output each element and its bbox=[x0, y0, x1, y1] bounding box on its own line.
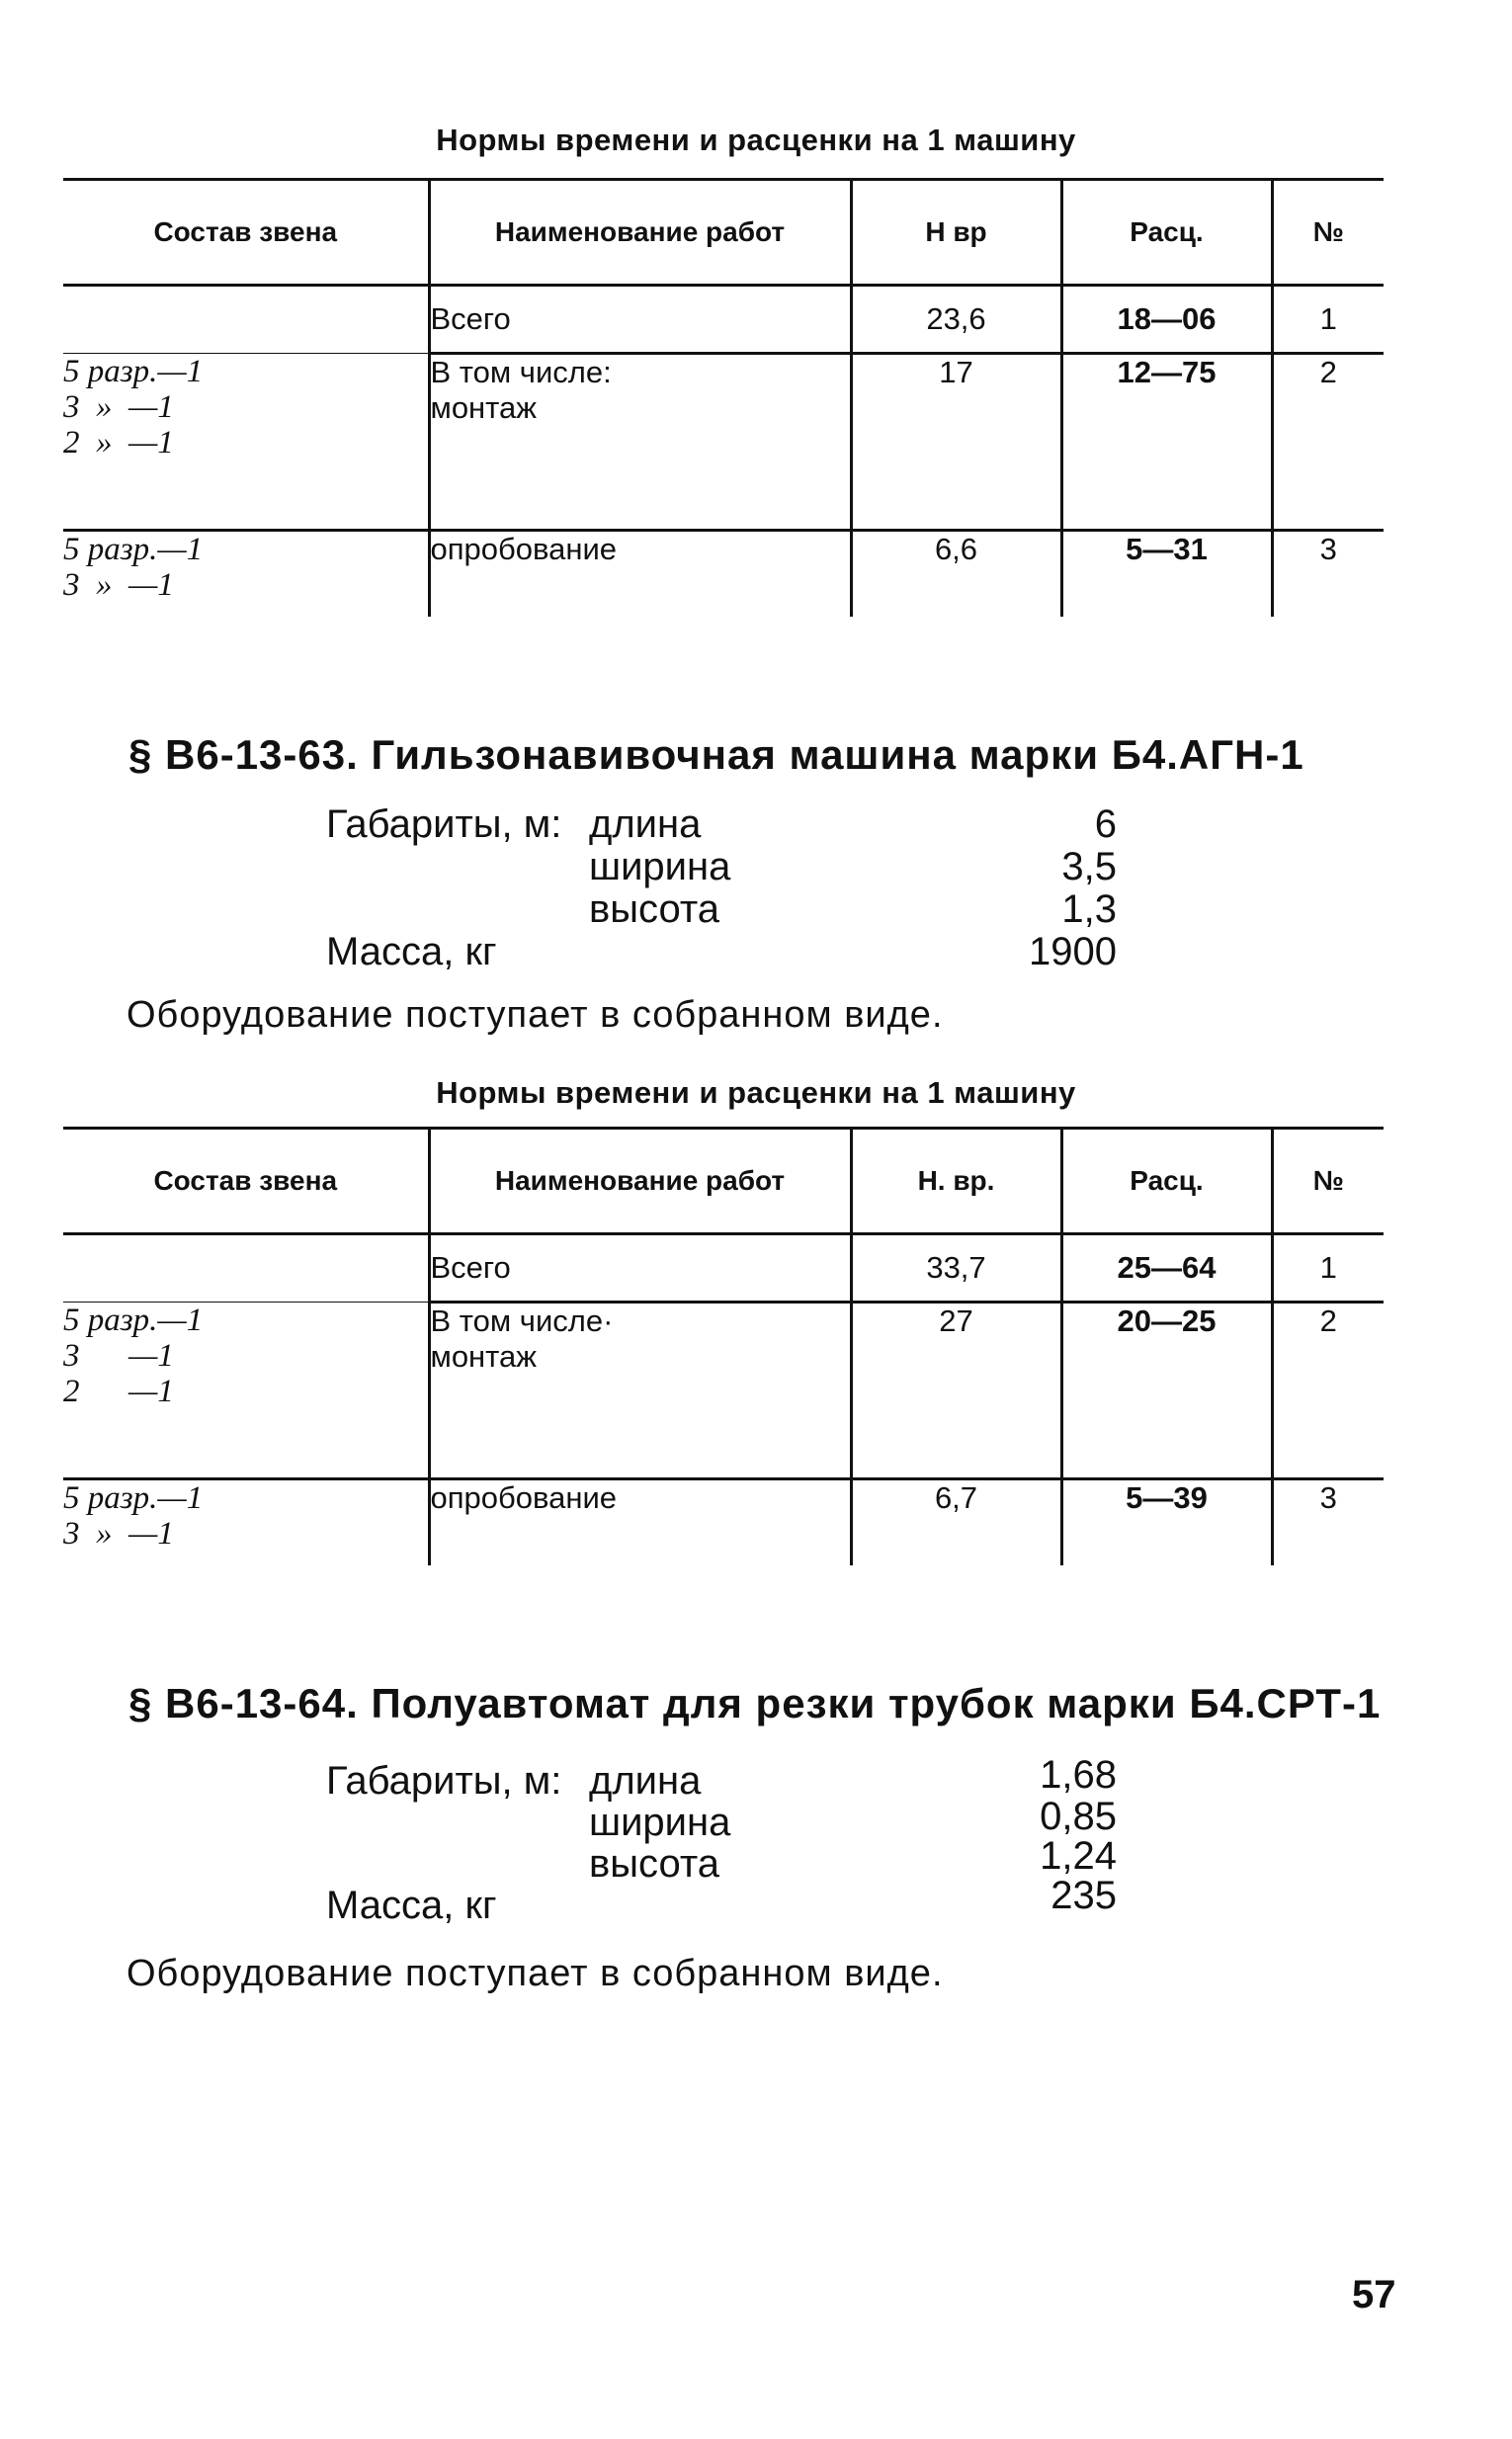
header-hvr: Н. вр. bbox=[851, 1129, 1061, 1234]
section-title: § В6-13-63. Гильзонавивочная машина марки Б4.АГН-1 bbox=[128, 731, 1304, 778]
table-row bbox=[63, 1303, 1384, 1479]
table2-caption: Нормы времени и расценки на 1 машину bbox=[436, 1075, 1076, 1110]
norms-table-2 bbox=[63, 1127, 1384, 1565]
number-cell: 3 bbox=[1272, 531, 1384, 618]
header-work: Наименование работ bbox=[429, 1129, 851, 1234]
rate-cell: 25—64 bbox=[1061, 1234, 1272, 1303]
hvr-cell: 6,6 bbox=[851, 531, 1061, 618]
rate-cell: 18—06 bbox=[1061, 286, 1272, 354]
dims-label: Габариты, м: bbox=[326, 802, 562, 846]
hvr-cell: 17 bbox=[851, 354, 1061, 531]
work-cell: опробование bbox=[429, 1479, 851, 1566]
crew-line: 5 разр.—1 bbox=[63, 1480, 204, 1516]
table-header-row bbox=[63, 1129, 1384, 1234]
crew-cell bbox=[63, 531, 429, 618]
mass-value: 1900 bbox=[1029, 930, 1117, 973]
table-row bbox=[63, 1234, 1384, 1303]
height-value: 1,3 bbox=[1061, 887, 1117, 931]
table-row bbox=[63, 531, 1384, 618]
rate-cell: 12—75 bbox=[1061, 354, 1272, 531]
rate-cell: 20—25 bbox=[1061, 1303, 1272, 1479]
crew-line: 3 » —1 bbox=[63, 567, 174, 603]
header-crew: Состав звена bbox=[63, 180, 429, 286]
number-cell: 1 bbox=[1272, 1234, 1384, 1303]
crew-cell bbox=[63, 354, 429, 531]
number-cell: 2 bbox=[1272, 1303, 1384, 1479]
table-row bbox=[63, 1479, 1384, 1566]
number-cell: 1 bbox=[1272, 286, 1384, 354]
crew-line: 2 » —1 bbox=[63, 425, 174, 461]
crew-cell bbox=[63, 286, 429, 354]
work-cell: Всего bbox=[429, 1234, 851, 1303]
crew-line: 5 разр.—1 bbox=[63, 1303, 204, 1338]
mass-value: 235 bbox=[1050, 1874, 1117, 1917]
header-number: № bbox=[1272, 180, 1384, 286]
width-value: 0,85 bbox=[1040, 1795, 1117, 1838]
crew-line: 3 » —1 bbox=[63, 1516, 174, 1552]
work-line: монтаж bbox=[430, 390, 538, 425]
hvr-cell: 6,7 bbox=[851, 1479, 1061, 1566]
table-header-row bbox=[63, 180, 1384, 286]
width-label: ширина bbox=[589, 1801, 731, 1844]
height-label: высота bbox=[589, 887, 719, 931]
header-rate: Расц. bbox=[1061, 180, 1272, 286]
length-label: длина bbox=[589, 802, 702, 846]
work-line: В том числе: bbox=[430, 355, 612, 389]
crew-line: 3 —1 bbox=[63, 1338, 174, 1374]
table1-caption: Нормы времени и расценки на 1 машину bbox=[436, 123, 1076, 157]
width-label: ширина bbox=[589, 845, 731, 888]
crew-line: 5 разр.—1 bbox=[63, 532, 204, 567]
work-cell bbox=[429, 354, 851, 531]
table-row bbox=[63, 286, 1384, 354]
header-crew: Состав звена bbox=[63, 1129, 429, 1234]
work-cell: Всего bbox=[429, 286, 851, 354]
number-cell: 3 bbox=[1272, 1479, 1384, 1566]
width-value: 3,5 bbox=[1061, 845, 1117, 888]
height-value: 1,24 bbox=[1040, 1834, 1117, 1878]
crew-line: 3 » —1 bbox=[63, 389, 174, 425]
dims-label: Габариты, м: bbox=[326, 1759, 562, 1803]
page-number: 57 bbox=[1352, 2273, 1396, 2316]
norms-table-1 bbox=[63, 178, 1384, 617]
work-cell bbox=[429, 1303, 851, 1479]
crew-line: 2 —1 bbox=[63, 1374, 174, 1409]
delivery-note: Оборудование поступает в собранном виде. bbox=[126, 1953, 944, 1994]
height-label: высота bbox=[589, 1842, 719, 1886]
header-work: Наименование работ bbox=[429, 180, 851, 286]
length-value: 1,68 bbox=[1040, 1753, 1117, 1797]
crew-line: 5 разр.—1 bbox=[63, 354, 204, 389]
rate-cell: 5—31 bbox=[1061, 531, 1272, 618]
header-number: № bbox=[1272, 1129, 1384, 1234]
crew-cell bbox=[63, 1303, 429, 1479]
number-cell: 2 bbox=[1272, 354, 1384, 531]
hvr-cell: 27 bbox=[851, 1303, 1061, 1479]
crew-cell bbox=[63, 1479, 429, 1566]
table-row bbox=[63, 354, 1384, 531]
mass-label: Масса, кг bbox=[326, 1884, 497, 1927]
crew-cell bbox=[63, 1234, 429, 1303]
hvr-cell: 23,6 bbox=[851, 286, 1061, 354]
header-rate: Расц. bbox=[1061, 1129, 1272, 1234]
delivery-note: Оборудование поступает в собранном виде. bbox=[126, 994, 944, 1036]
section-title: § В6-13-64. Полуавтомат для резки трубок марки Б4.СРТ-1 bbox=[128, 1680, 1382, 1726]
work-line: монтаж bbox=[430, 1339, 538, 1374]
rate-cell: 5—39 bbox=[1061, 1479, 1272, 1566]
hvr-cell: 33,7 bbox=[851, 1234, 1061, 1303]
header-hvr: Н вр bbox=[851, 180, 1061, 286]
work-cell: опробование bbox=[429, 531, 851, 618]
mass-label: Масса, кг bbox=[326, 930, 497, 973]
work-line: В том числе· bbox=[430, 1304, 614, 1338]
length-value: 6 bbox=[1094, 802, 1117, 846]
length-label: длина bbox=[589, 1759, 702, 1803]
